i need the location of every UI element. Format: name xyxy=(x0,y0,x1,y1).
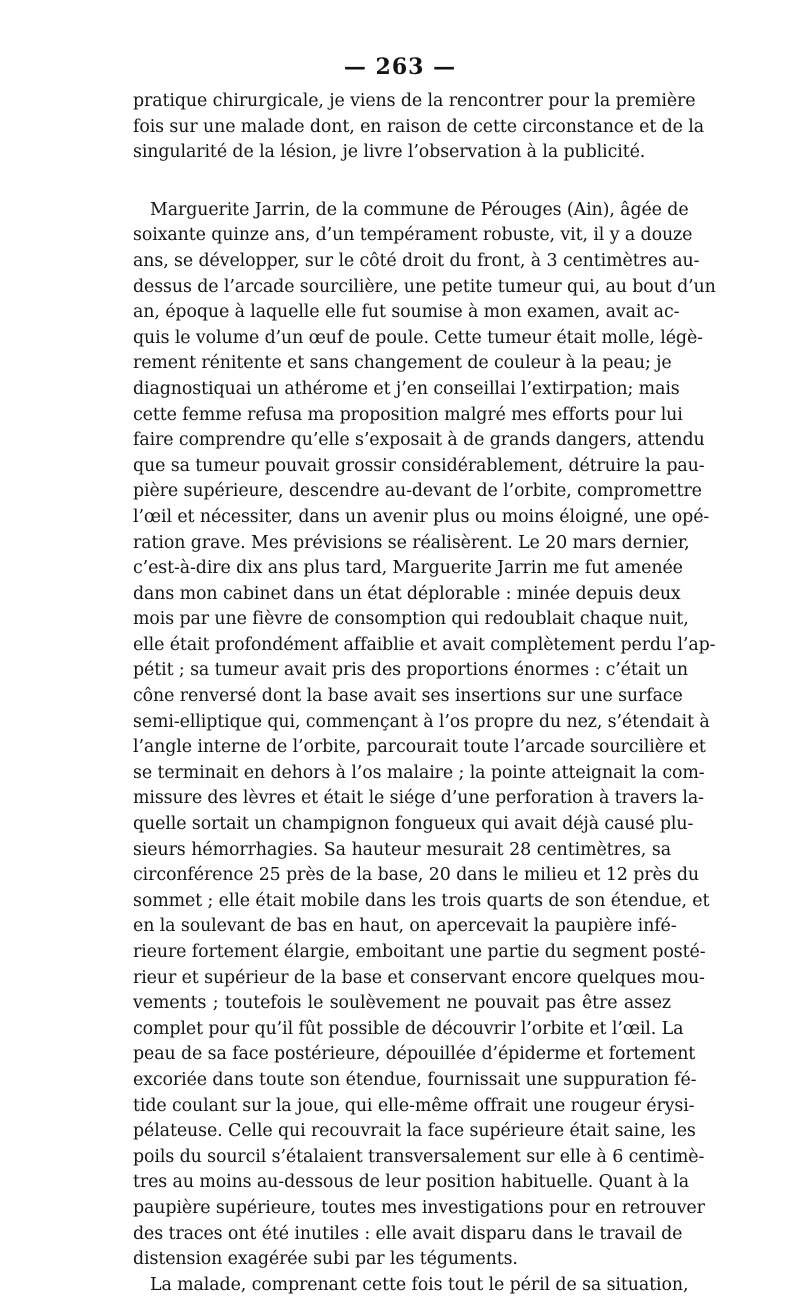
text-line: an, époque à laquelle elle fut soumise à mon examen, avait ac- xyxy=(133,302,680,323)
text-line: pière supérieure, descendre au-devant de l’orbite, compromettre xyxy=(133,481,702,502)
text-line: poils du sourcil s’étalaient transversalement sur elle à 6 centimè- xyxy=(133,1146,705,1167)
text-line: excoriée dans toute son étendue, fournissait une suppuration fé- xyxy=(133,1069,697,1090)
text-line: c’est-à-dire dix ans plus tard, Marguerite Jarrin me fut amenée xyxy=(133,558,683,579)
text-line: en la soulevant de bas en haut, on apercevait la paupière infé- xyxy=(133,916,677,937)
text-line: elle était profondément affaiblie et avait complètement perdu l’ap- xyxy=(133,634,716,655)
text-line: tres au moins au-dessous de leur position habituelle. Quant à la xyxy=(133,1172,690,1193)
text-line: faire comprendre qu’elle s’exposait à de grands dangers, attendu xyxy=(133,430,705,451)
text-line: ration grave. Mes prévisions se réalisèrent. Le 20 mars dernier, xyxy=(133,532,690,553)
body-text xyxy=(133,89,716,1298)
text-line: se terminait en dehors à l’os malaire ; la pointe atteignait la com- xyxy=(133,762,705,783)
text-line: dans mon cabinet dans un état déplorable : minée depuis deux xyxy=(133,583,681,604)
text-line: cette femme refusa ma proposition malgré mes efforts pour lui xyxy=(133,404,683,425)
paragraph xyxy=(133,1273,689,1298)
text-line: semi-elliptique qui, commençant à l’os propre du nez, s’étendait à xyxy=(133,711,710,732)
text-line: cône renversé dont la base avait ses insertions sur une surface xyxy=(133,686,683,707)
text-line: des traces ont été inutiles : elle avait disparu dans le travail de xyxy=(133,1223,683,1244)
text-line: ans, se développer, sur le côté droit du front, à 3 centimètres au- xyxy=(133,250,700,271)
text-line: complet pour qu’il fût possible de découvrir l’orbite et l’œil. La xyxy=(133,1018,684,1039)
text-line: l’angle interne de l’orbite, parcourait toute l’arcade sourcilière et xyxy=(133,737,706,758)
text-line: pétit ; sa tumeur avait pris des proportions énormes : c’était un xyxy=(133,660,688,681)
text-line: pélateuse. Celle qui recouvrait la face supérieure était saine, les xyxy=(133,1121,696,1142)
text-line: tide coulant sur la joue, qui elle-même offrait une rougeur érysi- xyxy=(133,1095,695,1116)
text-line: mois par une fièvre de consomption qui redoublait chaque nuit, xyxy=(133,609,689,630)
text-line: Marguerite Jarrin, de la commune de Pérouges (Ain), âgée de xyxy=(150,199,689,220)
text-line: diagnostiquai un athérome et j’en conseillai l’extirpation; mais xyxy=(133,378,680,399)
paragraph-gap xyxy=(133,166,671,198)
text-line: La malade, comprenant cette fois tout le péril de sa situation, xyxy=(150,1274,689,1295)
text-line: l’œil et nécessiter, dans un avenir plus ou moins éloigné, une opé- xyxy=(133,506,710,527)
text-line: soixante quinze ans, d’un tempérament robuste, vit, il y a douze xyxy=(133,225,693,246)
text-line: sommet ; elle était mobile dans les trois quarts de son étendue, et xyxy=(133,890,710,911)
text-line: rieure fortement élargie, emboitant une partie du segment posté- xyxy=(133,942,706,962)
text-line: quis le volume d’un œuf de poule. Cette tumeur était molle, légè- xyxy=(133,327,703,348)
page-number-header: — 263 — xyxy=(343,54,457,80)
text-line: peau de sa face postérieure, dépouillée d’épiderme et fortement xyxy=(133,1044,696,1065)
text-line: quelle sortait un champignon fongueux qui avait déjà causé plu- xyxy=(133,814,694,835)
text-line: fois sur une malade dont, en raison de cette circonstance et de la xyxy=(133,116,705,137)
paragraph xyxy=(133,89,705,166)
text-line: missure des lèvres et était le siége d’une perforation à travers la- xyxy=(133,788,704,809)
text-line: pratique chirurgicale, je viens de la rencontrer pour la première xyxy=(133,91,696,111)
text-line: circonférence 25 près de la base, 20 dans le milieu et 12 près du xyxy=(133,865,700,886)
text-line: vements ; toutefois le soulèvement ne pouvait pas être assez xyxy=(133,993,671,1014)
text-line: singularité de la lésion, je livre l’observation à la publicité. xyxy=(133,142,646,163)
text-line: distension exagérée subi par les téguments. xyxy=(133,1249,518,1270)
text-line: dessus de l’arcade sourcilière, une petite tumeur qui, au bout d’un xyxy=(133,276,716,297)
text-line: rieur et supérieur de la base et conservant encore quelques mou- xyxy=(133,967,705,988)
text-line: sieurs hémorrhagies. Sa hauteur mesurait 28 centimètres, sa xyxy=(133,839,671,860)
text-line: que sa tumeur pouvait grossir considérablement, détruire la pau- xyxy=(133,455,705,476)
text-line: rement rénitente et sans changement de couleur à la peau; je xyxy=(133,353,672,374)
paragraph xyxy=(133,198,716,1273)
text-line: paupière supérieure, toutes mes investigations pour en retrouver xyxy=(133,1197,705,1218)
